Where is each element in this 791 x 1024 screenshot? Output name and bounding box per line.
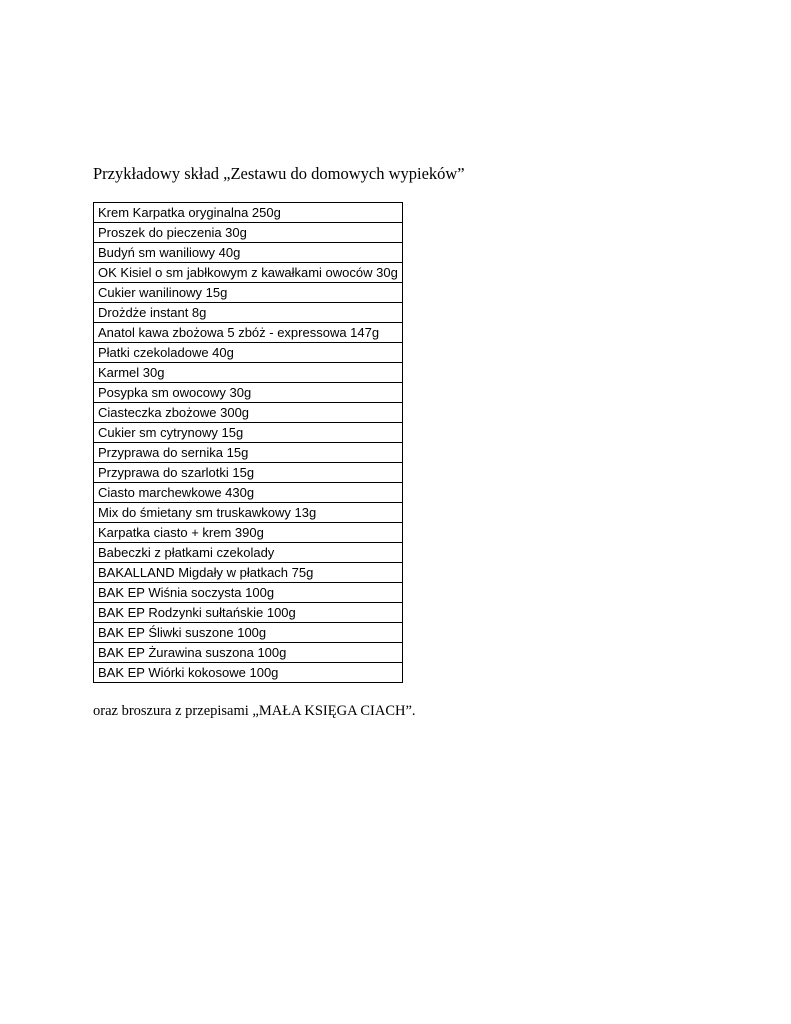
item-cell: BAK EP Żurawina suszona 100g: [94, 643, 403, 663]
table-row: [94, 343, 403, 363]
item-cell: BAK EP Rodzynki sułtańskie 100g: [94, 603, 403, 623]
item-cell: BAK EP Śliwki suszone 100g: [94, 623, 403, 643]
item-cell: OK Kisiel o sm jabłkowym z kawałkami owoców 30g: [94, 263, 403, 283]
table-row: [94, 603, 403, 623]
table-row: [94, 323, 403, 343]
item-cell: BAKALLAND Migdały w płatkach 75g: [94, 563, 403, 583]
table-row: [94, 623, 403, 643]
table-row: [94, 243, 403, 263]
item-cell: BAK EP Wiśnia soczysta 100g: [94, 583, 403, 603]
item-cell: Posypka sm owocowy 30g: [94, 383, 403, 403]
item-cell: Ciasteczka zbożowe 300g: [94, 403, 403, 423]
table-row: [94, 563, 403, 583]
item-cell: Babeczki z płatkami czekolady: [94, 543, 403, 563]
item-cell: Drożdże instant 8g: [94, 303, 403, 323]
table-row: [94, 443, 403, 463]
table-row: [94, 223, 403, 243]
item-cell: Płatki czekoladowe 40g: [94, 343, 403, 363]
item-cell: Ciasto marchewkowe 430g: [94, 483, 403, 503]
table-row: [94, 403, 403, 423]
table-row: [94, 663, 403, 683]
item-cell: Budyń sm waniliowy 40g: [94, 243, 403, 263]
items-table-body: [94, 203, 403, 683]
table-row: [94, 583, 403, 603]
item-cell: Mix do śmietany sm truskawkowy 13g: [94, 503, 403, 523]
table-row: [94, 303, 403, 323]
item-cell: Cukier wanilinowy 15g: [94, 283, 403, 303]
item-cell: Karmel 30g: [94, 363, 403, 383]
table-row: [94, 523, 403, 543]
item-cell: Cukier sm cytrynowy 15g: [94, 423, 403, 443]
item-cell: BAK EP Wiórki kokosowe 100g: [94, 663, 403, 683]
item-cell: Karpatka ciasto + krem 390g: [94, 523, 403, 543]
table-row: [94, 423, 403, 443]
items-table: [93, 202, 403, 683]
table-row: [94, 643, 403, 663]
document-footer-text: oraz broszura z przepisami „MAŁA KSIĘGA CIACH”.: [93, 703, 416, 719]
document-heading: Przykładowy skład „Zestawu do domowych wypieków”: [93, 164, 465, 183]
table-row: [94, 383, 403, 403]
table-row: [94, 263, 403, 283]
item-cell: Proszek do pieczenia 30g: [94, 223, 403, 243]
table-row: [94, 543, 403, 563]
table-row: [94, 463, 403, 483]
table-row: [94, 203, 403, 223]
item-cell: Krem Karpatka oryginalna 250g: [94, 203, 403, 223]
table-row: [94, 483, 403, 503]
item-cell: Przyprawa do sernika 15g: [94, 443, 403, 463]
table-row: [94, 503, 403, 523]
item-cell: Przyprawa do szarlotki 15g: [94, 463, 403, 483]
item-cell: Anatol kawa zbożowa 5 zbóż - expressowa 147g: [94, 323, 403, 343]
table-row: [94, 283, 403, 303]
table-row: [94, 363, 403, 383]
